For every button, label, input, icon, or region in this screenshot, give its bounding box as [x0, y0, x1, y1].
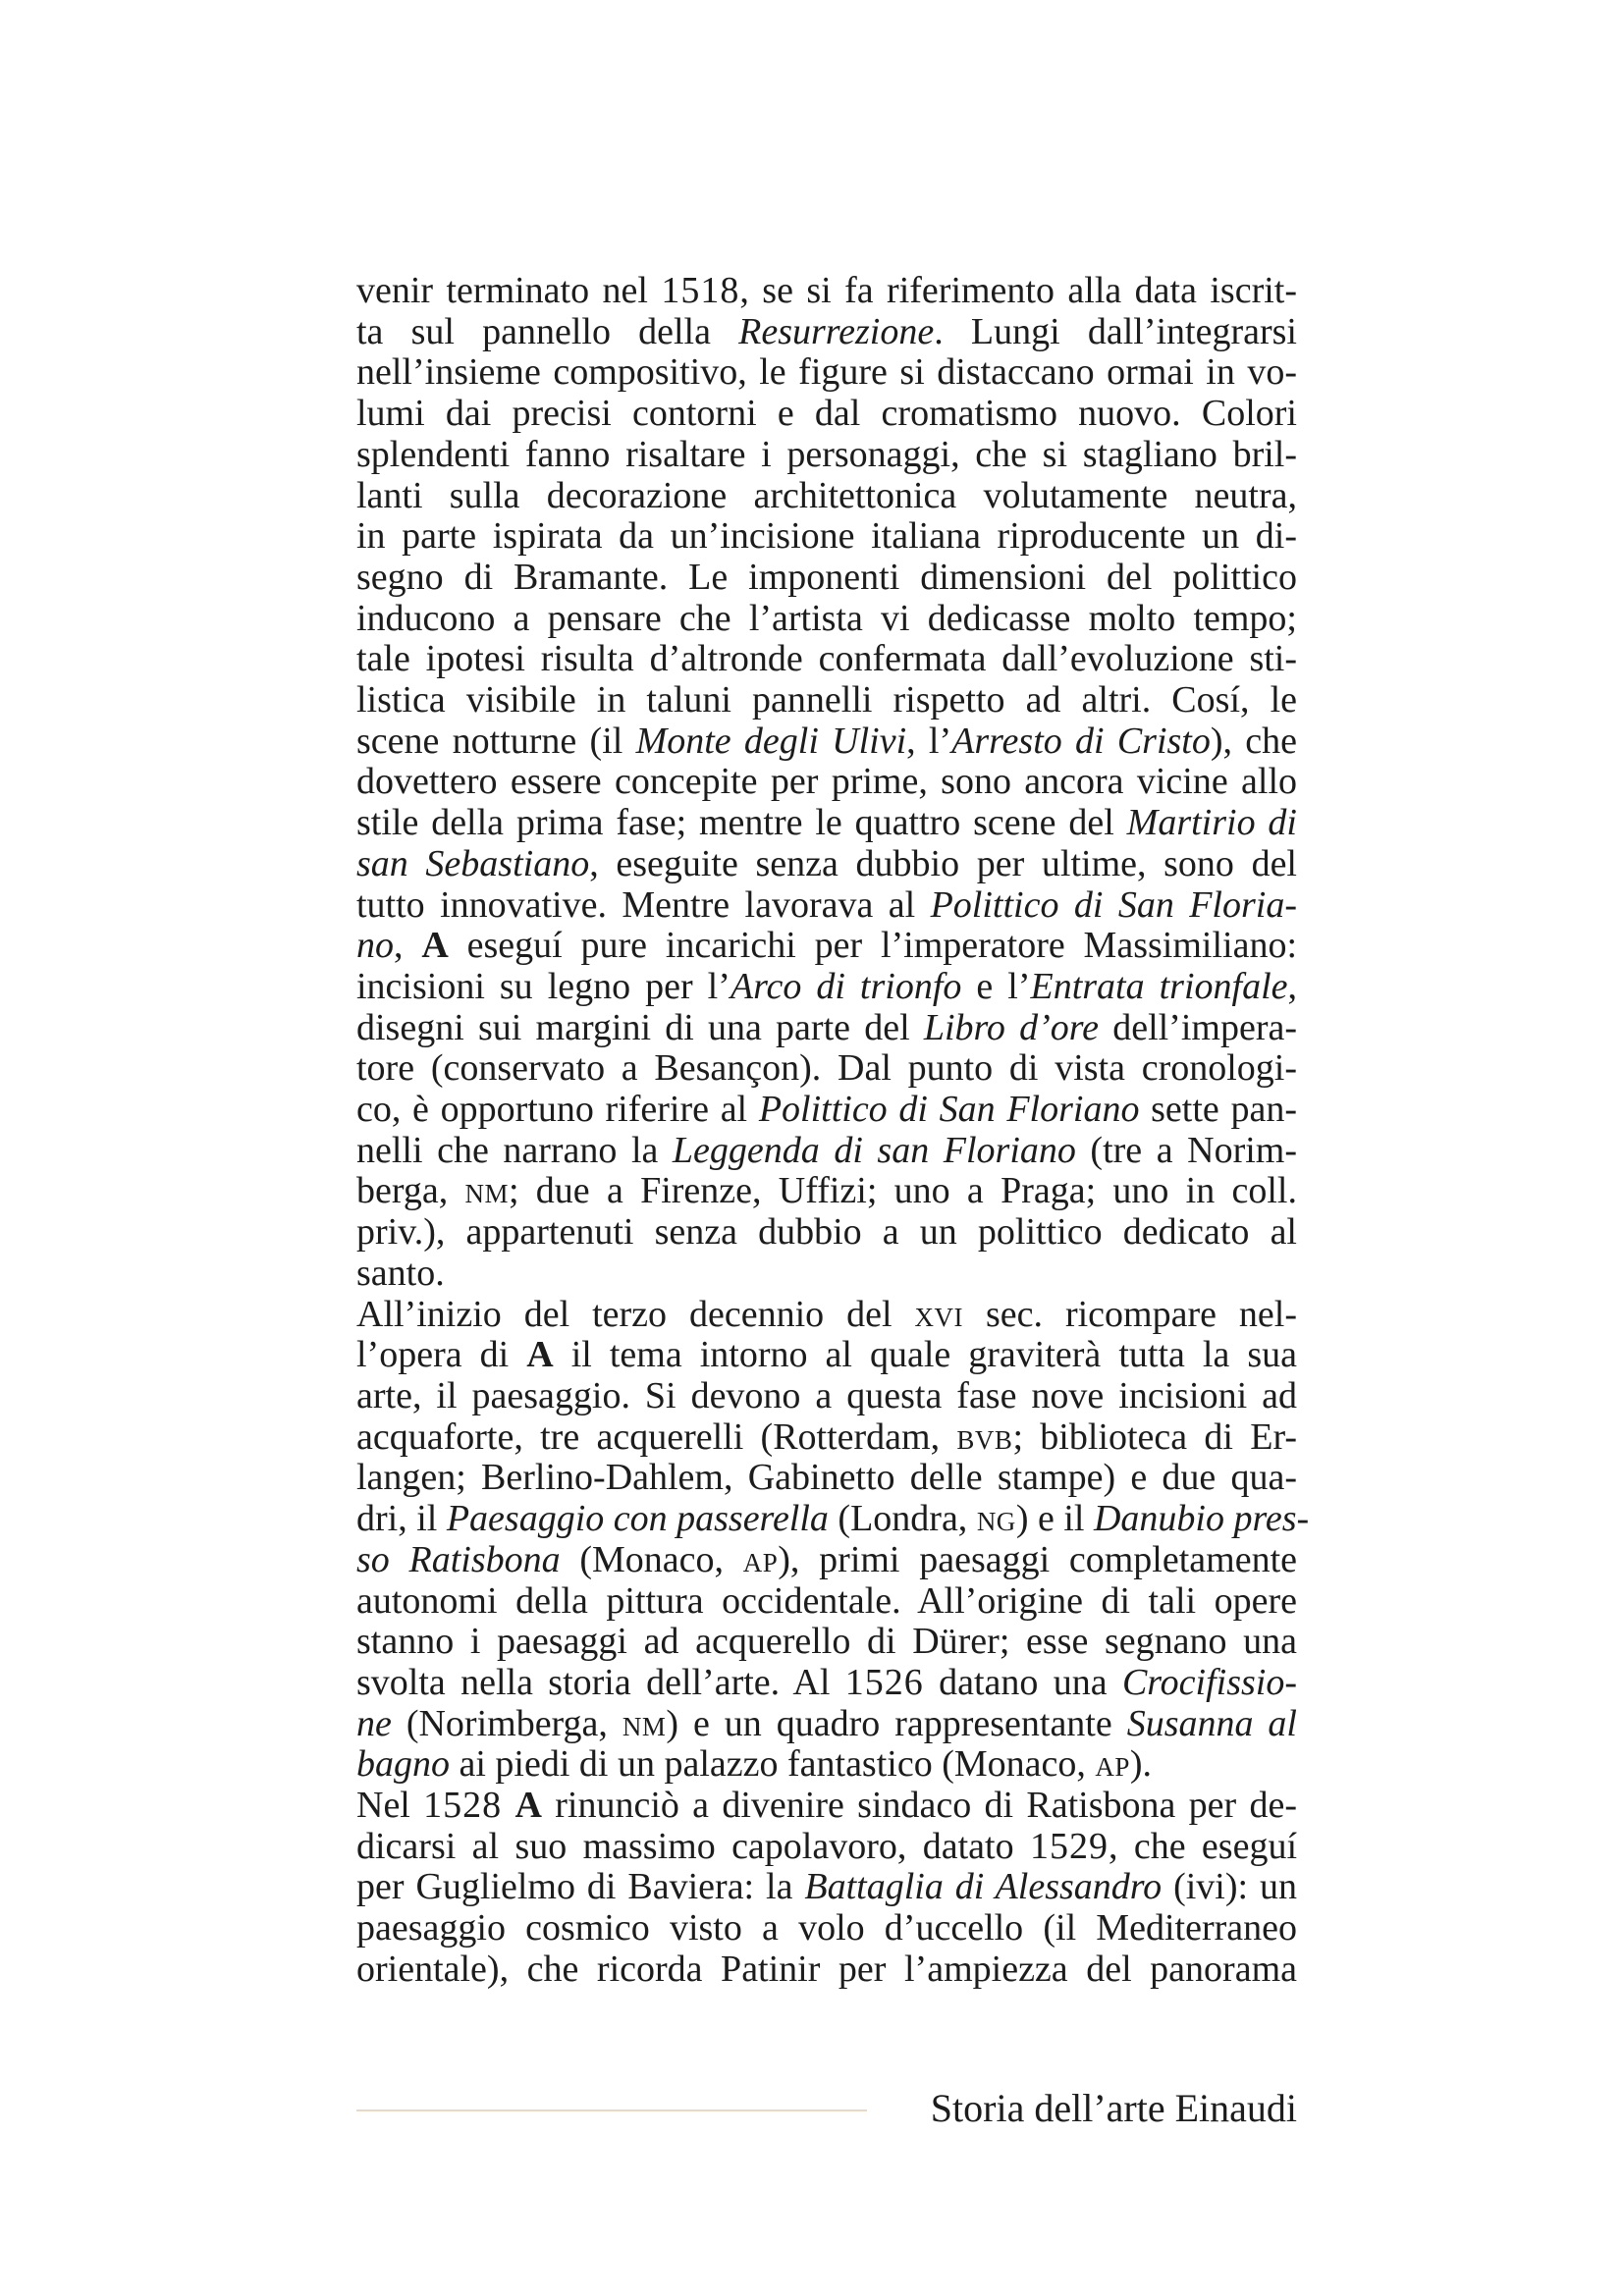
- text-run: lanti sulla decorazione architettonica volutamente neutra,: [356, 474, 1297, 516]
- text-line: [356, 1540, 1297, 1581]
- text-run: Entrata trionfale: [1030, 965, 1288, 1007]
- text-line: [356, 1376, 1297, 1417]
- text-run: svolta nella storia dell’arte. Al: [356, 1661, 845, 1703]
- text-run: ai piedi di un palazzo fantastico (Monaco,: [450, 1743, 1096, 1786]
- text-run: Susanna al: [1126, 1702, 1297, 1744]
- paragraph: [356, 1293, 1310, 1786]
- text-line: [356, 1090, 1297, 1131]
- text-line: [356, 558, 1297, 599]
- text-run: Libro d’ore: [923, 1006, 1099, 1048]
- text-run: ; due a Firenze, Uffizi; uno a Praga; uno in coll.: [508, 1170, 1297, 1212]
- text-line: [356, 639, 1297, 680]
- text-run: All’inizio del terzo decennio del: [356, 1293, 915, 1335]
- text-run: sec. ricompare nel-: [963, 1293, 1297, 1335]
- text-run: Arresto di Cristo: [951, 720, 1211, 762]
- text-run: nm: [464, 1170, 509, 1212]
- text-run: il tema intorno al quale graviterà tutta la sua: [553, 1334, 1298, 1376]
- text-run: , se si fa riferimento alla data iscrit-: [739, 270, 1297, 311]
- text-run: Crocifissio-: [1121, 1661, 1297, 1703]
- text-line: [356, 1704, 1297, 1745]
- text-run: l’opera di: [356, 1334, 527, 1376]
- text-run: nell’insieme compositivo, le figure si distaccano ormai in vo-: [356, 351, 1297, 394]
- text-run: orientale), che ricorda Patinir per l’ampiezza del panorama: [356, 1948, 1297, 1990]
- text-run: Danubio pres-: [1093, 1498, 1310, 1540]
- text-line: [356, 1171, 1297, 1212]
- footer-title: Storia dell’arte Einaudi: [930, 2086, 1297, 2130]
- text-run: listica visibile in taluni pannelli rispetto ad altri. Cosí, le: [356, 679, 1297, 721]
- text-line: [356, 1827, 1297, 1868]
- text-line: [356, 312, 1297, 353]
- text-run: Battaglia di Alessandro: [804, 1866, 1163, 1908]
- text-run: 1529: [1029, 1825, 1109, 1867]
- text-run: per Guglielmo di Baviera: la: [356, 1866, 805, 1908]
- text-run: (Londra,: [828, 1498, 977, 1540]
- text-run: acquaforte, tre acquerelli (Rotterdam,: [356, 1415, 957, 1458]
- text-line: [356, 1254, 1297, 1295]
- text-run: Polittico di San Floriano: [758, 1089, 1140, 1131]
- text-run: , che eseguí: [1108, 1825, 1298, 1867]
- text-run: ), primi paesaggi completamente: [778, 1538, 1297, 1580]
- text-line: [356, 762, 1297, 803]
- text-run: 1526: [844, 1661, 924, 1703]
- text-line: [356, 1744, 1297, 1786]
- text-run: inducono a pensare che l’artista vi dedicasse molto tempo;: [356, 597, 1297, 639]
- text-run: ng: [976, 1498, 1016, 1540]
- text-run: [502, 1785, 514, 1826]
- text-run: so Ratisbona: [356, 1538, 561, 1580]
- text-run: Arco di trionfo: [730, 965, 962, 1007]
- text-line: [356, 721, 1297, 763]
- text-line: [356, 967, 1297, 1008]
- text-run: ) e un quadro rappresentante: [666, 1702, 1127, 1744]
- text-run: rinunciò a divenire sindaco di Ratisbona per de-: [541, 1785, 1297, 1827]
- text-run: splendenti fanno risaltare i personaggi, che si stagliano bril-: [356, 433, 1297, 475]
- text-line: [356, 1048, 1297, 1090]
- text-run: ,: [1287, 965, 1297, 1007]
- text-line: [356, 476, 1297, 517]
- text-run: langen; Berlino-Dahlem, Gabinetto delle stampe) e due qua-: [356, 1457, 1297, 1499]
- text-line: [356, 1949, 1297, 1991]
- text-line: [356, 1786, 1297, 1827]
- text-run: paesaggio cosmico visto a volo d’uccello (il Mediterraneo: [356, 1907, 1297, 1949]
- text-line: [356, 516, 1297, 558]
- text-run: disegni sui margini di una parte del: [356, 1006, 924, 1048]
- text-run: sette pan-: [1139, 1089, 1297, 1131]
- text-line: [356, 1131, 1297, 1172]
- text-run: 1528: [423, 1785, 503, 1827]
- text-line: [356, 1417, 1297, 1459]
- text-run: A: [421, 925, 449, 967]
- text-run: co, è opportuno riferire al: [356, 1089, 759, 1131]
- text-run: Resurrezione: [738, 310, 935, 352]
- text-run: tutto innovative. Mentre lavorava al: [356, 883, 931, 926]
- text-run: dri, il: [356, 1498, 447, 1540]
- text-run: bagno: [356, 1743, 450, 1786]
- text-line: [356, 435, 1297, 476]
- text-line: [356, 1335, 1297, 1376]
- text-run: bvb: [956, 1415, 1013, 1458]
- text-run: stanno i paesaggi ad acquerello di Dürer; esse segnano una: [356, 1621, 1297, 1663]
- text-run: nelli che narrano la: [356, 1129, 673, 1171]
- text-line: [356, 926, 1297, 967]
- text-run: san Sebastiano: [356, 842, 590, 884]
- text-line: [356, 271, 1297, 312]
- text-run: Nel: [356, 1785, 424, 1827]
- text-line: [356, 1663, 1297, 1704]
- text-line: [356, 352, 1297, 394]
- paragraph: [356, 271, 1297, 1295]
- text-run: tale ipotesi risulta d’altronde confermata dall’evoluzione sti-: [356, 638, 1297, 680]
- text-run: santo.: [356, 1252, 445, 1294]
- text-run: stile della prima fase; mentre le quattro scene del: [356, 802, 1127, 844]
- text-run: Polittico di San Floria-: [930, 883, 1297, 926]
- text-run: (ivi): un: [1162, 1866, 1297, 1908]
- text-run: ) e il: [1015, 1498, 1094, 1540]
- text-run: (Monaco,: [560, 1538, 743, 1580]
- footer-rule: [356, 2109, 867, 2111]
- text-line: [356, 1458, 1297, 1499]
- text-run: Monte degli Ulivi: [635, 720, 907, 762]
- text-run: ), che: [1210, 720, 1298, 762]
- text-run: . Lungi dall’integrarsi: [934, 310, 1297, 352]
- text-run: segno di Bramante. Le imponenti dimensioni del polittico: [356, 556, 1297, 598]
- text-run: (Norimberga,: [391, 1702, 622, 1744]
- text-line: [356, 1008, 1297, 1049]
- text-line: [356, 680, 1297, 721]
- text-line: [356, 599, 1297, 640]
- text-line: [356, 1212, 1297, 1254]
- text-line: [356, 1498, 1310, 1540]
- text-run: lumi dai precisi contorni e dal cromatismo nuovo. Colori: [356, 393, 1297, 435]
- text-run: incisioni su legno per l’: [356, 965, 730, 1007]
- text-run: ).: [1129, 1743, 1153, 1786]
- text-run: (tre a Norim-: [1075, 1129, 1297, 1171]
- text-line: [356, 1622, 1297, 1663]
- text-run: priv.), appartenuti senza dubbio a un polittico dedicato al: [356, 1211, 1297, 1254]
- text-run: autonomi della pittura occidentale. All’origine di tali opere: [356, 1579, 1297, 1622]
- text-run: dicarsi al suo massimo capolavoro, datato: [356, 1825, 1030, 1867]
- text-run: scene notturne (il: [356, 720, 636, 762]
- text-run: ta sul pannello della: [356, 310, 739, 352]
- text-line: [356, 394, 1297, 435]
- text-line: [356, 803, 1297, 844]
- text-run: Martirio di: [1126, 802, 1297, 844]
- text-run: no: [356, 925, 394, 967]
- text-run: dovettero essere concepite per prime, sono ancora vicine allo: [356, 761, 1297, 803]
- text-run: Leggenda di san Floriano: [672, 1129, 1076, 1171]
- text-run: Paesaggio con passerella: [446, 1498, 829, 1540]
- text-run: A: [514, 1785, 542, 1827]
- paragraph: [356, 1786, 1297, 1991]
- text-run: berga,: [356, 1170, 465, 1212]
- text-run: ap: [1095, 1743, 1130, 1786]
- text-run: , eseguite senza dubbio per ultime, sono del: [589, 842, 1297, 884]
- text-run: e l’: [961, 965, 1031, 1007]
- text-run: A: [526, 1334, 554, 1376]
- text-run: tore (conservato a Besançon). Dal punto di vista cronologi-: [356, 1047, 1297, 1090]
- text-line: [356, 885, 1297, 927]
- text-run: datano una: [923, 1661, 1122, 1703]
- text-line: [356, 1581, 1297, 1623]
- text-run: ap: [742, 1538, 779, 1580]
- text-line: [356, 1295, 1297, 1336]
- text-run: 1518: [661, 270, 740, 311]
- text-run: venir terminato nel: [356, 270, 662, 311]
- text-run: ,: [394, 925, 422, 967]
- text-run: in parte ispirata da un’incisione italiana riproducente un di-: [356, 515, 1297, 558]
- text-run: ; biblioteca di Er-: [1012, 1415, 1297, 1458]
- text-run: ne: [356, 1702, 392, 1744]
- text-run: eseguí pure incarichi per l’imperatore Massimiliano:: [448, 925, 1298, 967]
- body-text: [356, 270, 1310, 1991]
- text-run: dell’impera-: [1099, 1006, 1297, 1048]
- text-run: nm: [622, 1702, 667, 1744]
- text-line: [356, 1908, 1297, 1949]
- text-run: arte, il paesaggio. Si devono a questa fase nove incisioni ad: [356, 1374, 1297, 1416]
- text-run: , l’: [906, 720, 952, 762]
- text-run: xvi: [914, 1293, 963, 1335]
- text-line: [356, 844, 1297, 885]
- text-line: [356, 1867, 1297, 1908]
- page-footer: [356, 2084, 1297, 2133]
